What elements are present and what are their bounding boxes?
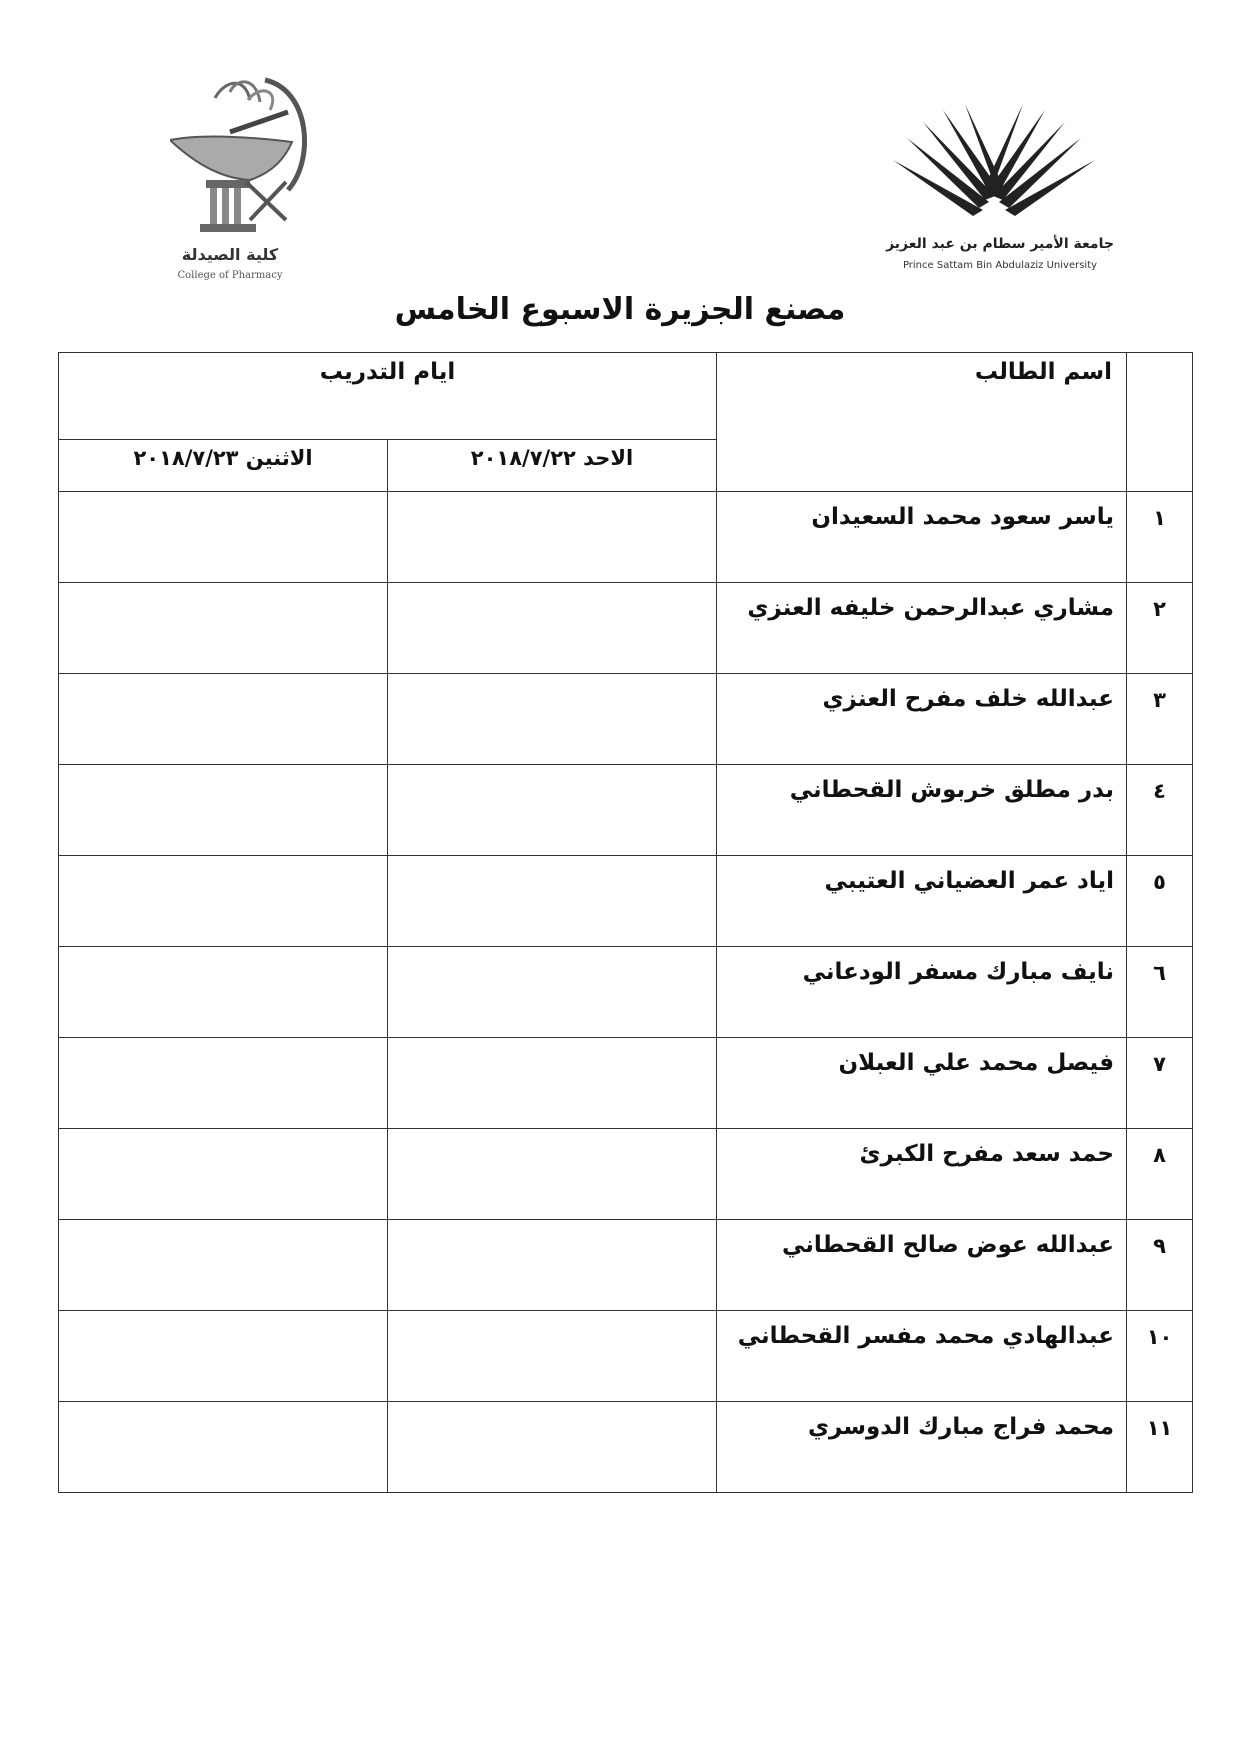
table-row — [59, 1311, 1193, 1402]
attendance-cell-day2[interactable] — [59, 492, 388, 583]
attendance-cell-day2[interactable] — [59, 1129, 388, 1220]
college-name-arabic: كلية الصيدلة — [181, 245, 279, 264]
header-training-days: ايام التدريب — [59, 353, 717, 440]
header-student-name: اسم الطالب — [717, 353, 1127, 492]
header-day-sunday: الاحد ٢٠١٨/٧/٢٢ — [388, 440, 717, 492]
student-name: محمد فراج مبارك الدوسري — [717, 1402, 1127, 1493]
student-name: حمد سعد مفرح الكبرئ — [717, 1129, 1127, 1220]
attendance-cell-day1[interactable] — [388, 492, 717, 583]
row-number: ١٠ — [1127, 1311, 1193, 1402]
attendance-cell-day2[interactable] — [59, 765, 388, 856]
college-name-english: College of Pharmacy — [177, 270, 283, 281]
attendance-cell-day1[interactable] — [388, 674, 717, 765]
pharmacy-rx-mortar-icon — [170, 80, 305, 232]
table-row — [59, 1220, 1193, 1311]
table-header-row — [59, 353, 1193, 440]
row-number: ١ — [1127, 492, 1193, 583]
attendance-cell-day1[interactable] — [388, 1220, 717, 1311]
university-name-arabic: جامعة الأمير سطام بن عبد العزيز — [886, 236, 1114, 252]
attendance-cell-day2[interactable] — [59, 583, 388, 674]
attendance-cell-day2[interactable] — [59, 1220, 388, 1311]
attendance-cell-day1[interactable] — [388, 1129, 717, 1220]
row-number: ١١ — [1127, 1402, 1193, 1493]
student-name: اياد عمر العضياني العتيبي — [717, 856, 1127, 947]
table-row — [59, 947, 1193, 1038]
header-day-monday: الاثنين ٢٠١٨/٧/٢٣ — [59, 440, 388, 492]
attendance-cell-day1[interactable] — [388, 1311, 717, 1402]
page-title: مصنع الجزيرة الاسبوع الخامس — [394, 292, 846, 327]
table-row — [59, 1402, 1193, 1493]
table-row — [59, 492, 1193, 583]
table-row — [59, 1129, 1193, 1220]
row-number: ٢ — [1127, 583, 1193, 674]
row-number: ٧ — [1127, 1038, 1193, 1129]
college-of-pharmacy-logo — [170, 70, 340, 285]
attendance-cell-day1[interactable] — [388, 765, 717, 856]
attendance-cell-day2[interactable] — [59, 1402, 388, 1493]
row-number: ٥ — [1127, 856, 1193, 947]
attendance-cell-day2[interactable] — [59, 856, 388, 947]
table-row — [59, 1038, 1193, 1129]
student-name: مشاري عبدالرحمن خليفه العنزي — [717, 583, 1127, 674]
table-row — [59, 583, 1193, 674]
row-number: ٣ — [1127, 674, 1193, 765]
student-name: نايف مبارك مسفر الودعاني — [717, 947, 1127, 1038]
attendance-cell-day2[interactable] — [59, 1038, 388, 1129]
table-row — [59, 856, 1193, 947]
attendance-cell-day1[interactable] — [388, 583, 717, 674]
header-number — [1127, 353, 1193, 492]
row-number: ٦ — [1127, 947, 1193, 1038]
row-number: ٨ — [1127, 1129, 1193, 1220]
attendance-cell-day1[interactable] — [388, 947, 717, 1038]
student-name: ياسر سعود محمد السعيدان — [717, 492, 1127, 583]
attendance-cell-day1[interactable] — [388, 1038, 717, 1129]
student-name: فيصل محمد علي العبلان — [717, 1038, 1127, 1129]
university-logo — [885, 100, 1115, 280]
row-number: ٤ — [1127, 765, 1193, 856]
attendance-cell-day2[interactable] — [59, 674, 388, 765]
attendance-cell-day2[interactable] — [59, 947, 388, 1038]
student-training-table — [58, 352, 1193, 1493]
row-number: ٩ — [1127, 1220, 1193, 1311]
student-name: عبدالله خلف مفرح العنزي — [717, 674, 1127, 765]
student-name: عبدالله عوض صالح القحطاني — [717, 1220, 1127, 1311]
attendance-cell-day1[interactable] — [388, 856, 717, 947]
table-row — [59, 765, 1193, 856]
university-name-english: Prince Sattam Bin Abdulaziz University — [902, 260, 1098, 271]
table-row — [59, 674, 1193, 765]
student-name: عبدالهادي محمد مفسر القحطاني — [717, 1311, 1127, 1402]
student-name: بدر مطلق خربوش القحطاني — [717, 765, 1127, 856]
book-rays-icon — [893, 104, 1095, 216]
attendance-cell-day2[interactable] — [59, 1311, 388, 1402]
attendance-cell-day1[interactable] — [388, 1402, 717, 1493]
